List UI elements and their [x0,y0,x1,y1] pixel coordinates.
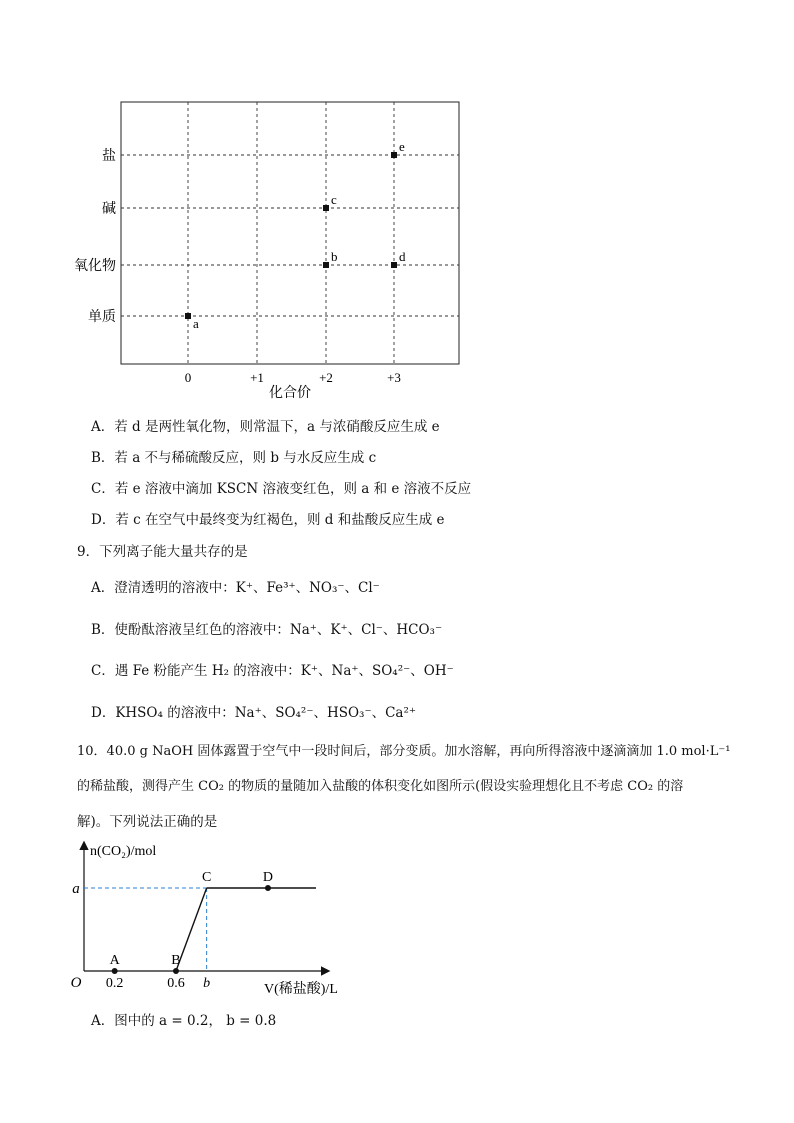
chart-frame [121,102,459,364]
q9-c-prefix: C．遇 Fe 粉能产生 H₂ 的溶液中： [91,663,301,679]
x-axis-label: 化合价 [269,386,311,400]
x-tick-label: 0.6 [167,976,185,991]
x-tick-label: +2 [319,370,333,385]
y-tick-label: 单质 [88,310,116,325]
data-point-label: c [331,192,337,207]
q8-option-c: C．若 e 溶液中滴加 KSCN 溶液变红色，则 a 和 e 溶液不反应 [91,481,472,497]
q9-stem: 9．下列离子能大量共存的是 [77,544,248,560]
y-tick-label: 碱 [102,202,116,217]
q9-d-prefix: D．KHSO₄ 的溶液中： [91,705,235,721]
data-point-label: C [201,870,212,885]
data-point [391,152,397,158]
x-axis-label: V(稀盐酸)/L [264,982,338,997]
data-point-label: b [331,249,338,264]
x-tick-label: b [203,976,211,991]
x-tick-label: +1 [250,370,264,385]
origin-label: O [70,975,82,991]
q9-b-prefix: B．使酚酞溶液呈红色的溶液中： [91,622,290,638]
valence-chart [60,90,480,400]
q9-option-a [91,576,380,596]
q10-line2: 的稀盐酸，测得产生 CO₂ 的物质的量随加入盐酸的体积变化如图所示(假设实验理想化且不考虑 CO₂ 的溶 [77,779,684,794]
data-point [391,262,397,268]
q8-option-a: A．若 d 是两性氧化物，则常温下，a 与浓硝酸反应生成 e [91,419,440,435]
data-point-label: D [262,870,274,885]
y-mark-a: a [72,881,80,897]
x-tick-label: +3 [387,370,401,385]
q9-b-ions: Na⁺、K⁺、Cl⁻、HCO₃⁻ [289,622,443,638]
data-point-label: d [399,249,406,264]
data-point [323,205,329,211]
x-tick-label: 0 [184,370,192,385]
data-point [265,885,271,891]
data-point [185,313,191,319]
q9-a-ions: K⁺、Fe³⁺、NO₃⁻、Cl⁻ [235,580,380,596]
data-point-label: B [171,953,181,968]
data-point-label: a [193,316,199,331]
q10-line1: 10．40.0 g NaOH 固体露置于空气中一段时间后，部分变质。加水溶解，再向所得溶液中逐滴滴加 1.0 mol·L⁻¹ [77,744,731,759]
q9-c-ions: K⁺、Na⁺、SO₄²⁻、OH⁻ [300,663,454,679]
data-point-label: e [399,139,405,154]
q9-d-ions: Na⁺、SO₄²⁻、HSO₃⁻、Ca²⁺ [234,705,416,721]
q8-option-d: D．若 c 在空气中最终变为红褐色，则 d 和盐酸反应生成 e [91,512,445,528]
q9-option-c [91,659,454,679]
y-axis-label: n(CO₂)/mol [90,844,157,859]
q10-line3: 解)。下列说法正确的是 [77,814,218,830]
q9-option-d [91,701,416,721]
data-point [173,968,179,974]
q8-option-b: B．若 a 不与稀硫酸反应，则 b 与水反应生成 c [91,450,377,466]
q9-a-prefix: A．澄清透明的溶液中： [91,580,236,596]
data-point [323,262,329,268]
y-tick-label: 盐 [102,149,116,164]
data-point [112,968,118,974]
y-tick-label: 氧化物 [74,259,116,274]
data-point-label: A [109,953,120,968]
x-tick-label: 0.2 [105,976,124,991]
q9-option-b [91,618,442,638]
co2-chart [60,835,380,1000]
q10-option-a: A．图中的 a = 0.2， b = 0.8 [91,1013,277,1029]
